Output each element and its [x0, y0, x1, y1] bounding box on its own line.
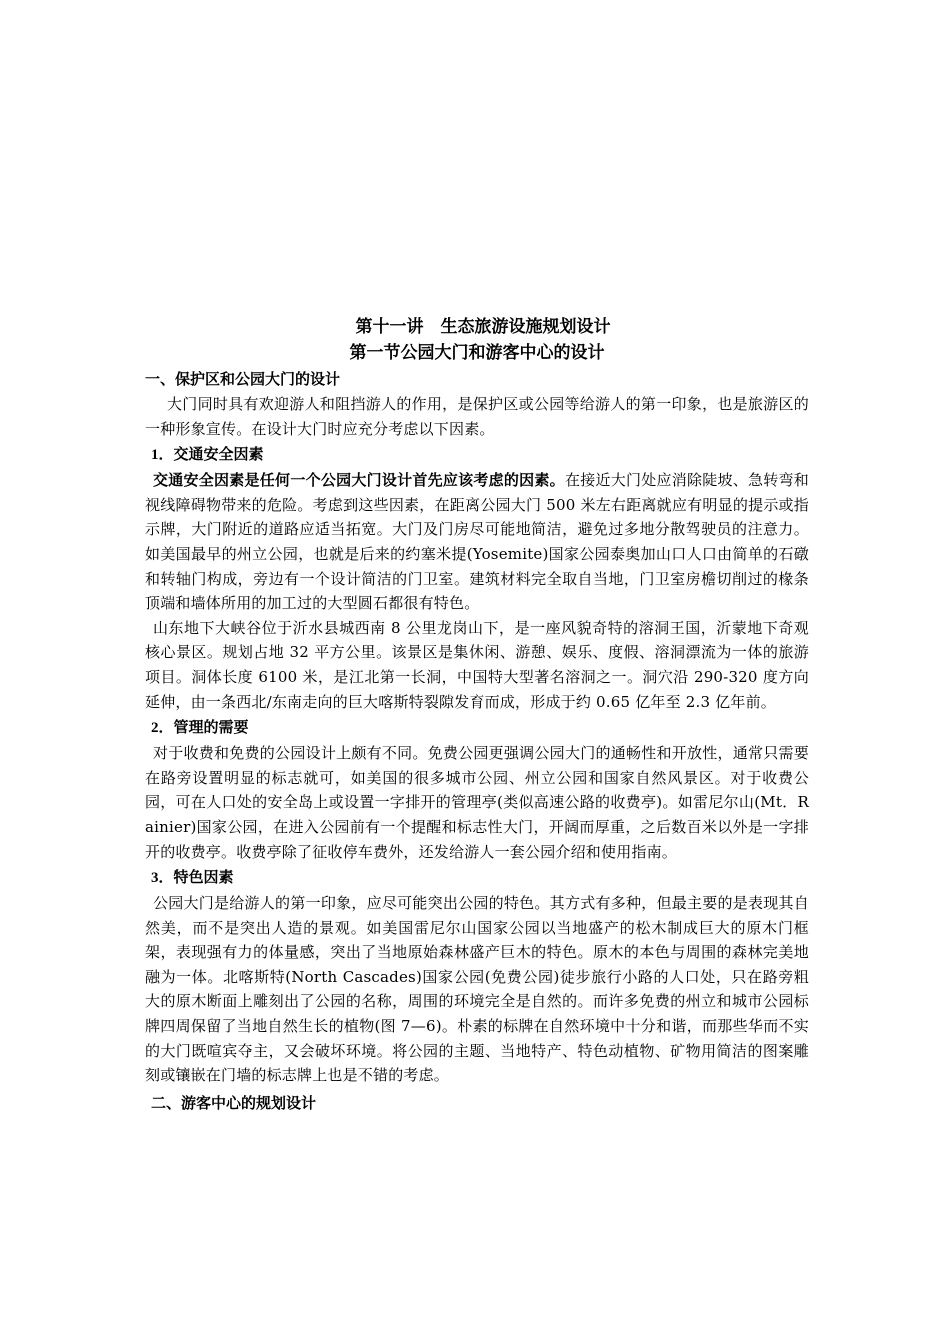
subheading-features	[145, 864, 809, 891]
paragraph-features: 公园大门是给游人的第一印象，应尽可能突出公园的特色。其方式有多种，但最主要的是表现其自然美，而不是突出人造的景观。如美国雷尼尔山国家公园以当地盛产的松木制成巨大的原木门框架，表现强有力的体量感，突出了当地原始森林盛产巨木的特色。原木的本色与周围的森林完美地融为一体。北喀斯特(North Cascades)国家公园(免费公园)徒步旅行小路的人口处，只在路旁粗大的原木断面上雕刻出了公园的名称，周围的环境完全是自然的。而许多免费的州立和城市公园标牌四周保留了当地自然生长的植物(图 7—6)。朴素的标牌在自然环境中十分和谐，而那些华而不实的大门既喧宾夺主，又会破坏环境。将公园的主题、当地特产、特色动植物、矿物用简洁的图案雕刻或镶嵌在门墙的标志牌上也是不错的考虑。	[145, 894, 809, 1085]
paragraph-shandong-canyon: 山东地下大峡谷位于沂水县城西南 8 公里龙岗山下，是一座风貌奇特的溶洞王国，沂蒙地下奇观核心景区。规划占地 32 平方公里。该景区是集休闲、游憩、娱乐、度假、溶洞漂流为一体的旅游项目。洞体长度 6100 米，是江北第一长洞，中国特大型著名溶洞之一。洞穴沿 290-320 度方向延伸，由一条西北/东南走向的巨大喀斯特裂隙发育而成，形成于约 0.65 亿年至 2.3 亿年前。	[145, 618, 809, 711]
subheading-number: 3．	[151, 870, 174, 887]
section-title: 第一节公园大门和游客中心的设计	[349, 343, 605, 363]
subheading-label: 特色因素	[173, 868, 234, 887]
subheading-management	[145, 714, 809, 741]
document-page	[145, 314, 809, 1116]
paragraph-traffic-safety	[145, 468, 809, 616]
paragraph-intro: 大门同时具有欢迎游人和阻挡游人的作用，是保护区或公园等给游人的第一印象，也是旅游区的一种形象宣传。在设计大门时应充分考虑以下因素。	[145, 395, 809, 438]
subheading-label: 交通安全因素	[173, 445, 264, 464]
lecture-title: 第十一讲 生态旅游设施规划设计	[355, 317, 611, 337]
paragraph-management: 对于收费和免费的公园设计上颇有不同。免费公园更强调公园大门的通畅性和开放性，通常只需要在路旁设置明显的标志就可，如美国的很多城市公园、州立公园和国家自然风景区。对于收费公园，可在人口处的安全岛上或设置一字排开的管理亭(类似高速公路的收费亭)。如雷尼尔山(Mt．Rainier)国家公园，在进入公园前有一个提醒和标志性大门，开阔而厚重，之后数百米以外是一字排开的收费亭。收费亭除了征收停车费外，还发给游人一套公园介绍和使用指南。	[145, 744, 809, 861]
heading-gate-design: 一、保护区和公园大门的设计	[145, 370, 341, 388]
paragraph-text: 在接近大门处应消除陡坡、急转弯和视线障碍物带来的危险。考虑到这些因素，在距离公园大门 500 米左右距离就应有明显的提示或指示牌，大门附近的道路应适当拓宽。大门及门房尽可能地简洁，避免过多地分散驾驶员的注意力。如美国最早的州立公园，也就是后来的约塞米提(Yosemite)国家公园泰奥加山口人口由简单的石礅和转轴门构成，旁边有一个设计简洁的门卫室。建筑材料完全取自当地，门卫室房檐切削过的椽条顶端和墙体所用的加工过的大型圆石都很有特色。	[145, 471, 810, 613]
heading-visitor-center: 二、游客中心的规划设计	[151, 1093, 317, 1112]
subheading-number: 2．	[151, 720, 174, 737]
subheading-number: 1．	[151, 447, 174, 464]
subheading-traffic-safety	[145, 441, 809, 468]
paragraph-lead-bold: 交通安全因素是任何一个公园大门设计首先应该考虑的因素。	[153, 471, 565, 490]
subheading-label: 管理的需要	[173, 718, 249, 737]
